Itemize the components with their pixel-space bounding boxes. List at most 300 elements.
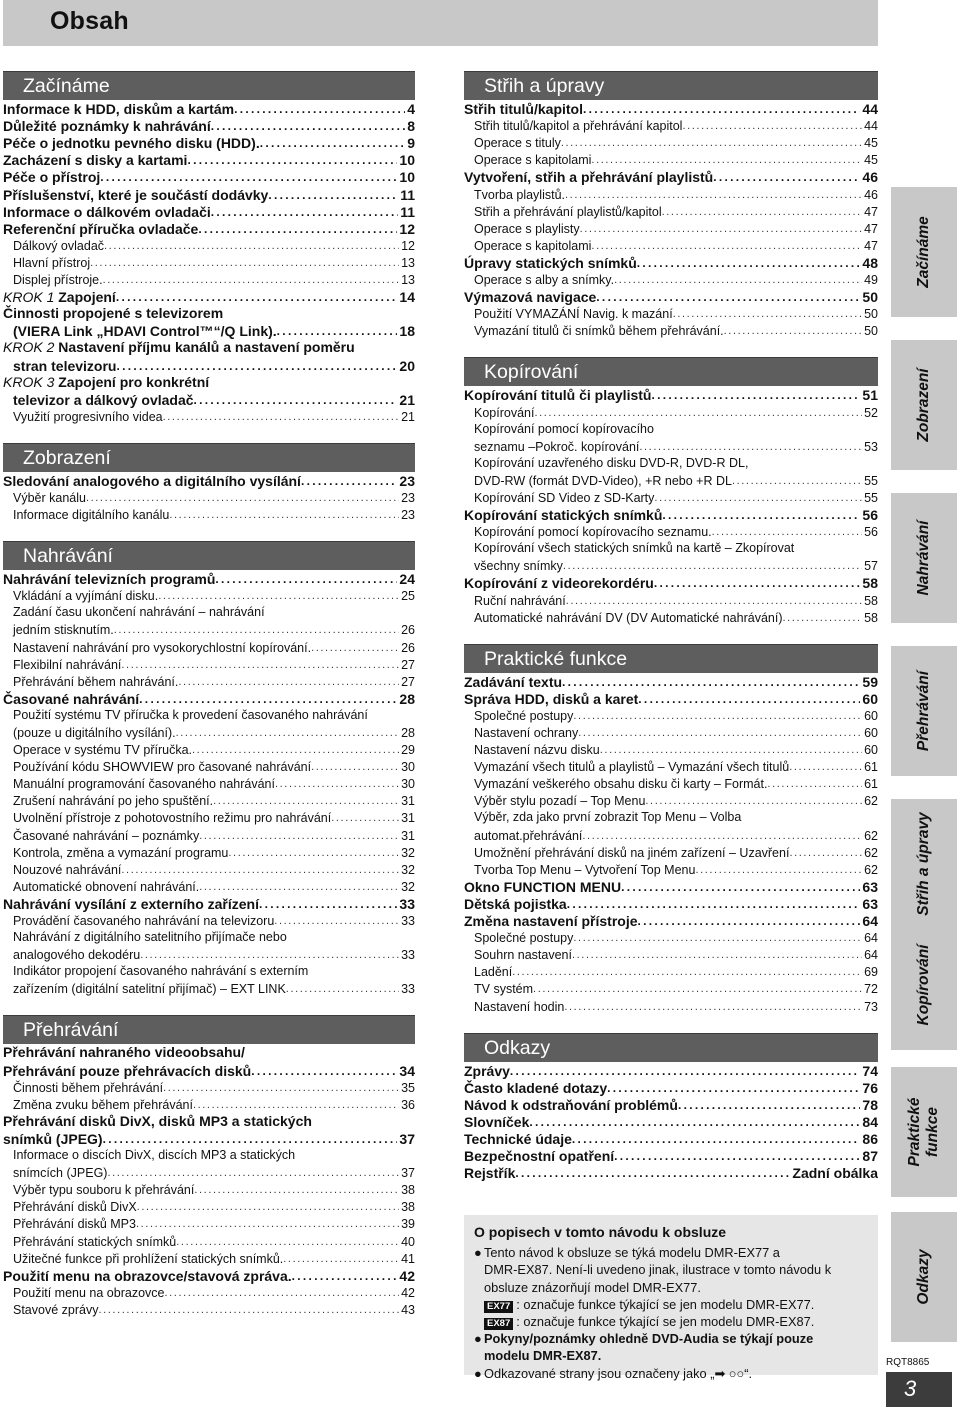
toc-entry — [3, 963, 415, 980]
dot-leader — [591, 238, 862, 254]
toc-page-number: 12 — [399, 220, 415, 237]
toc-page-number: 4 — [407, 101, 415, 118]
toc-entry-title: Operace s tituly — [474, 136, 561, 151]
toc-entry-title: Příslušenství, které je součástí dodávky — [3, 186, 269, 203]
dot-leader — [259, 896, 397, 912]
toc-entry — [464, 557, 878, 574]
toc-entry — [464, 438, 878, 455]
dot-leader — [789, 845, 862, 861]
toc-entry-title: Kopírování statických snímků — [464, 507, 663, 524]
toc-entry-title: Použití systému TV příručka k provedení časovaného nahrávání — [13, 707, 368, 722]
dot-leader — [607, 1080, 860, 1096]
toc-entry — [3, 861, 415, 878]
toc-entry-title: (pouze u digitálního vysílání). — [13, 726, 176, 740]
toc-entry-title: Kopírování uzavřeného disku DVD-R, DVD-R DL, — [474, 455, 749, 470]
toc-entry — [464, 403, 878, 420]
dot-leader — [638, 913, 861, 929]
toc-entry — [464, 1062, 878, 1079]
toc-page-number: 60 — [864, 708, 878, 723]
toc-entry — [3, 305, 415, 322]
toc-entry-title: Péče o přístroj — [3, 169, 101, 186]
toc-entry — [464, 741, 878, 758]
toc-entry — [3, 604, 415, 621]
toc-page-number: 23 — [401, 490, 415, 505]
toc-page-number: 59 — [862, 673, 878, 690]
toc-entry — [464, 844, 878, 861]
toc-entry-title: Změna nastavení přístroje — [464, 913, 638, 930]
dot-leader — [580, 221, 862, 237]
toc-entry-title: Používání kódu SHOWVIEW pro časované nahrávání — [13, 760, 312, 775]
toc-entry — [464, 758, 878, 775]
toc-page-number: 56 — [864, 525, 878, 540]
toc-entry-title: Společné postupy — [474, 708, 574, 723]
toc-entry — [3, 220, 415, 237]
about-text: : označuje funkce týkající se jen modelu DMR-EX77. — [516, 1296, 815, 1312]
toc-page-number: 28 — [399, 690, 415, 707]
dot-leader — [573, 930, 862, 946]
toc-entry-title: Přehrávání disků DivX — [13, 1200, 137, 1215]
dot-leader — [198, 221, 397, 237]
dot-leader — [572, 947, 862, 963]
toc-entry-title: Referenční příručka ovladače — [3, 220, 199, 237]
section-header: Praktické funkce — [464, 644, 878, 673]
toc-entry-title: Umožnění přehrávání disků na jiném zařízení – Uzavření — [474, 845, 790, 860]
toc-page-number: 34 — [399, 1062, 415, 1079]
toc-entry-title: Operace s playlisty — [474, 221, 580, 236]
toc-entry — [3, 741, 415, 758]
toc-page-number: 60 — [864, 743, 878, 758]
toc-page-number: 36 — [401, 1097, 415, 1112]
toc-entry-title: Hlavní přístroj — [13, 255, 91, 270]
toc-entry-title: Ruční nahrávání — [474, 593, 566, 608]
toc-entry — [3, 707, 415, 724]
dot-leader — [274, 913, 399, 929]
dot-leader — [331, 810, 399, 826]
toc-page-number: 49 — [864, 273, 878, 288]
toc-entry — [464, 1096, 878, 1113]
dot-leader — [116, 358, 397, 374]
toc-entry-title: Časované nahrávání — [3, 690, 140, 707]
toc-entry-title: Kopírování titulů či playlistů — [464, 387, 652, 404]
toc-right-column — [464, 71, 878, 1181]
dot-leader — [100, 169, 397, 185]
dot-leader — [194, 392, 398, 408]
toc-entry — [464, 472, 878, 489]
toc-page-number: 29 — [401, 743, 415, 758]
toc-page-number: 32 — [401, 862, 415, 877]
document-code: RQT8865 — [886, 1357, 930, 1368]
dot-leader — [662, 507, 860, 523]
dot-leader — [277, 323, 398, 339]
toc-entry-title: Zprávy — [464, 1062, 510, 1079]
toc-page-number: 9 — [407, 135, 415, 152]
toc-page-number: 10 — [399, 152, 415, 169]
toc-page-number: 42 — [401, 1285, 415, 1300]
toc-entry-title: Displej přístroje. — [13, 273, 103, 288]
dot-leader — [163, 409, 399, 425]
toc-entry-title: Manuální programování časovaného nahrávání — [13, 777, 275, 792]
toc-entry-title: Bezpečnostní opatření — [464, 1148, 615, 1165]
toc-entry — [3, 656, 415, 673]
toc-entry — [464, 1147, 878, 1164]
toc-entry-title: Důležité poznámky k nahrávání — [3, 118, 211, 135]
toc-entry-title: Kopírování pomocí kopírovacího — [474, 421, 654, 436]
toc-entry — [3, 472, 415, 489]
toc-entry — [464, 100, 878, 117]
toc-entry — [3, 1147, 415, 1164]
dot-leader — [234, 101, 405, 117]
dot-leader — [789, 759, 862, 775]
dot-leader — [682, 118, 862, 134]
toc-page-number: 21 — [401, 409, 415, 424]
toc-entry-title: Zapojení — [58, 289, 116, 306]
toc-page-number: 46 — [862, 169, 878, 186]
toc-entry — [464, 1130, 878, 1147]
dot-leader — [782, 610, 862, 626]
toc-entry-title: Zacházení s disky a kartami — [3, 152, 188, 169]
section-header: Zobrazení — [3, 443, 415, 472]
side-tab — [891, 1212, 957, 1342]
toc-entry — [3, 980, 415, 997]
toc-entry — [464, 609, 878, 626]
toc-entry-title: Automatické nahrávání DV (DV Automatické nahrávání) — [474, 610, 783, 625]
toc-entry — [3, 117, 415, 134]
about-text: Pokyny/poznámky ohledně DVD-Audia se týkají pouze — [484, 1331, 814, 1347]
toc-entry-title: zařízením (digitální satelitní přijímač) – EXT LINK — [13, 982, 286, 997]
side-tab-label: Střih a úpravy — [915, 812, 932, 916]
toc-entry — [464, 305, 878, 322]
toc-page-number: 40 — [401, 1234, 415, 1249]
dot-leader — [292, 1268, 398, 1284]
toc-page-number: 37 — [399, 1130, 415, 1147]
dot-leader — [121, 862, 399, 878]
dot-leader — [573, 708, 862, 724]
dot-leader — [286, 981, 399, 997]
toc-entry — [3, 100, 415, 117]
toc-entry — [3, 895, 415, 912]
dot-leader — [192, 742, 399, 758]
toc-entry — [3, 792, 415, 809]
toc-entry — [464, 574, 878, 591]
dot-leader — [639, 439, 862, 455]
toc-entry — [464, 523, 878, 540]
toc-entry-title: Okno FUNCTION MENU — [464, 878, 622, 895]
toc-entry-title: Technické údaje — [464, 1130, 572, 1147]
dot-leader — [510, 1063, 861, 1079]
step-label: KROK 3 — [3, 373, 55, 390]
side-tab-label: Začínáme — [915, 216, 932, 288]
model-badge: EX87 — [484, 1318, 513, 1330]
toc-entry — [3, 621, 415, 638]
toc-entry-title: Vymazání všech titulů a playlistů – Vymazání všech titulů — [474, 760, 790, 775]
toc-entry-title: Užitečné funkce při prohlížení statických snímků. — [13, 1251, 284, 1266]
toc-entry-title: Společné postupy — [474, 931, 574, 946]
toc-entry — [3, 391, 415, 408]
toc-entry-title: všechny snímky — [474, 559, 563, 574]
dot-leader — [103, 1131, 398, 1147]
dot-leader — [103, 272, 399, 288]
dot-leader — [512, 964, 862, 980]
dot-leader — [176, 1234, 399, 1250]
toc-entry-title: Výběr, zda jako první zobrazit Top Menu – Volba — [474, 810, 742, 825]
toc-entry-title: Flexibilní nahrávání — [13, 657, 122, 672]
toc-entry-title: DVD-RW (formát DVD-Video), +R nebo +R DL — [474, 473, 732, 488]
toc-page-number: 45 — [864, 136, 878, 151]
toc-entry-title: Nouzové nahrávání — [13, 862, 122, 877]
toc-entry-title: televizor a dálkový ovladač — [13, 391, 194, 408]
toc-page-number: 62 — [864, 862, 878, 877]
toc-entry — [464, 237, 878, 254]
toc-entry — [3, 587, 415, 604]
dot-leader — [651, 387, 860, 403]
toc-entry — [3, 168, 415, 185]
toc-page-number: 84 — [862, 1113, 878, 1130]
toc-entry — [3, 203, 415, 220]
dot-leader — [614, 1148, 860, 1164]
toc-entry-title: Výmazová navigace — [464, 289, 597, 306]
toc-entry — [464, 386, 878, 403]
toc-entry — [3, 1062, 415, 1079]
dot-leader — [600, 742, 862, 758]
toc-page-number: 26 — [401, 623, 415, 638]
toc-entry-title: Ladění — [474, 965, 513, 980]
toc-entry-title: Přehrávání nahraného videoobsahu/ — [3, 1044, 245, 1061]
dot-leader — [114, 622, 399, 638]
dot-leader — [596, 289, 860, 305]
toc-entry — [3, 1267, 415, 1284]
toc-page-number: 27 — [401, 674, 415, 689]
side-tab-label: Praktické funkce — [906, 1097, 941, 1167]
toc-entry — [464, 203, 878, 220]
toc-page-number: 47 — [864, 238, 878, 253]
toc-entry-title: Přehrávání pouze přehrávacích disků — [3, 1062, 252, 1079]
toc-page-number: 47 — [864, 221, 878, 236]
toc-entry-title: Rejstřík — [464, 1165, 516, 1182]
toc-entry — [3, 826, 415, 843]
toc-entry — [464, 809, 878, 826]
dot-leader — [767, 776, 862, 792]
toc-entry-title: Informace o discích DivX, discích MP3 a statických — [13, 1147, 296, 1162]
dot-leader — [199, 828, 399, 844]
toc-entry-title: Tvorba Top Menu – Vytvoření Top Menu — [474, 862, 696, 877]
dot-leader — [591, 152, 862, 168]
toc-page-number: 11 — [400, 186, 415, 203]
toc-page-number: 60 — [862, 690, 878, 707]
toc-entry-title: Použití VYMAZÁNÍ Navig. k mazání — [474, 307, 673, 322]
toc-entry — [464, 506, 878, 523]
toc-page-number: 33 — [401, 914, 415, 929]
about-text: Tento návod k obsluze se týká modelu DMR-EX77 a — [484, 1245, 780, 1261]
bullet-icon: ● — [474, 1331, 482, 1347]
dot-leader — [713, 169, 860, 185]
toc-entry — [3, 1096, 415, 1113]
toc-entry — [3, 1198, 415, 1215]
toc-page-number: 47 — [864, 204, 878, 219]
toc-entry-title: Slovníček — [464, 1113, 530, 1130]
toc-entry-title: Indikátor propojení časovaného nahrávání s externím — [13, 964, 309, 979]
section-header: Odkazy — [464, 1033, 878, 1062]
toc-page-number: 76 — [862, 1079, 878, 1096]
toc-page-number: 31 — [401, 811, 415, 826]
toc-entry-title: Operace v systému TV příručka. — [13, 743, 192, 758]
dot-leader — [228, 845, 399, 861]
section-header: Nahrávání — [3, 541, 415, 570]
toc-entry — [3, 912, 415, 929]
toc-entry — [3, 1181, 415, 1198]
toc-entry — [464, 912, 878, 929]
toc-page-number: 27 — [401, 657, 415, 672]
toc-entry-title: Dětská pojistka — [464, 895, 567, 912]
toc-page-number: 32 — [401, 879, 415, 894]
toc-entry-title: Výběr kanálu — [13, 490, 86, 505]
bullet-icon: ● — [474, 1245, 482, 1261]
dot-leader — [211, 204, 398, 220]
toc-entry — [464, 929, 878, 946]
toc-entry — [3, 1284, 415, 1301]
toc-page-number: 25 — [401, 589, 415, 604]
toc-entry — [464, 489, 878, 506]
about-text: DMR-EX87. Není-li uvedeno jinak, ilustrace v tomto návodu k — [484, 1262, 832, 1278]
dot-leader — [275, 776, 399, 792]
toc-entry-title: Kontrola, změna a vymazání programu — [13, 845, 229, 860]
toc-entry — [464, 168, 878, 185]
toc-page-number: 48 — [862, 254, 878, 271]
toc-entry — [3, 929, 415, 946]
toc-entry — [3, 844, 415, 861]
toc-entry-title: Operace s alby a snímky. — [474, 273, 615, 288]
dot-leader — [654, 490, 862, 506]
toc-page-number: 33 — [399, 895, 415, 912]
about-text: Odkazované strany jsou označeny jako „➡ ○○“. — [484, 1365, 753, 1381]
toc-entry — [3, 237, 415, 254]
section-header: Kopírování — [464, 357, 878, 386]
toc-entry-title: Střih titulů/kapitol — [464, 101, 583, 118]
toc-page-number: 64 — [862, 913, 878, 930]
toc-entry — [464, 591, 878, 608]
toc-entry — [3, 570, 415, 587]
toc-entry-title: Provádění časovaného nahrávání na televizoru — [13, 914, 275, 929]
toc-page-number: 26 — [401, 640, 415, 655]
toc-entry-title: Přehrávání disků DivX, disků MP3 a statických — [3, 1112, 312, 1129]
toc-entry-title: Vytvoření, střih a přehrávání playlistů — [464, 169, 714, 186]
dot-leader — [565, 187, 862, 203]
dot-leader — [187, 152, 397, 168]
toc-entry — [464, 254, 878, 271]
toc-entry-title: Kopírování z videorekordéru — [464, 575, 654, 592]
toc-entry-title: Stavové zprávy — [13, 1302, 99, 1317]
dot-leader — [695, 862, 862, 878]
toc-entry-title: TV systém — [474, 982, 534, 997]
toc-entry-title: Návod k odstraňování problémů — [464, 1096, 678, 1113]
toc-entry-title: Automatické obnovení nahrávání. — [13, 879, 200, 894]
dot-leader — [193, 1097, 399, 1113]
about-manual-box — [464, 1215, 878, 1381]
toc-entry — [464, 963, 878, 980]
page-number: 3 — [904, 1376, 917, 1401]
toc-entry-title: Informace digitálního kanálu — [13, 508, 170, 523]
toc-page-number: 30 — [401, 760, 415, 775]
dot-leader — [107, 1165, 399, 1181]
toc-entry-title: Zapojení pro konkrétní — [58, 373, 210, 390]
toc-entry — [3, 638, 415, 655]
toc-page-number: 56 — [862, 507, 878, 524]
toc-page-number: 12 — [401, 238, 415, 253]
dot-leader — [515, 1165, 790, 1181]
toc-entry-title: Operace s kapitolami — [474, 238, 592, 253]
bullet-icon: ● — [474, 1365, 482, 1381]
side-tab — [891, 646, 957, 776]
toc-entry-title: Zadávání textu — [464, 673, 563, 690]
toc-page-number: 13 — [401, 255, 415, 270]
toc-entry-title: Změna zvuku během přehrávání — [13, 1097, 193, 1112]
toc-entry — [464, 421, 878, 438]
toc-page-number: 50 — [864, 307, 878, 322]
side-tab — [891, 187, 957, 317]
toc-entry — [464, 455, 878, 472]
dot-leader — [578, 725, 862, 741]
toc-entry-title: Často kladené dotazy — [464, 1079, 608, 1096]
dot-leader — [178, 674, 399, 690]
toc-entry-title: Sledování analogového a digitálního vysílání — [3, 472, 301, 489]
toc-left-column — [3, 71, 415, 1318]
side-tab-label: Kopírování — [915, 944, 932, 1026]
toc-entry — [464, 322, 878, 339]
toc-page-number: 73 — [864, 999, 878, 1014]
dot-leader — [215, 571, 397, 587]
toc-page-number: 46 — [864, 187, 878, 202]
dot-leader — [673, 306, 862, 322]
toc-entry-title: Kopírování SD Video z SD-Karty — [474, 490, 655, 505]
toc-entry-title: Informace o dálkovém ovladači — [3, 203, 211, 220]
toc-entry-title: Střih titulů/kapitol a přehrávání kapitol — [474, 119, 683, 134]
section-header: Přehrávání — [3, 1015, 415, 1044]
toc-page-number: 13 — [401, 273, 415, 288]
toc-entry — [3, 878, 415, 895]
toc-entry — [464, 134, 878, 151]
side-tab — [891, 920, 957, 1050]
toc-page-number: 44 — [862, 101, 878, 118]
section-header: Začínáme — [3, 71, 415, 100]
dot-leader — [678, 1097, 860, 1113]
dot-leader — [583, 101, 860, 117]
toc-page-number: 69 — [864, 965, 878, 980]
toc-entry-title: Správa HDD, disků a karet — [464, 690, 639, 707]
dot-leader — [638, 691, 860, 707]
dot-leader — [199, 879, 399, 895]
toc-entry-title: Výběr typu souboru k přehrávání — [13, 1183, 195, 1198]
side-tab — [891, 493, 957, 623]
dot-leader — [614, 272, 862, 288]
dot-leader — [139, 691, 397, 707]
dot-leader — [561, 135, 862, 151]
toc-entry-title: Kopírování — [474, 405, 535, 420]
toc-entry-title: Informace k HDD, diskům a kartám — [3, 101, 235, 118]
toc-entry — [464, 861, 878, 878]
dot-leader — [732, 473, 862, 489]
toc-entry-title: Operace s kapitolami — [474, 153, 592, 168]
toc-entry — [3, 946, 415, 963]
side-tab — [891, 1067, 957, 1197]
dot-leader — [251, 1063, 397, 1079]
toc-page-number: 58 — [864, 593, 878, 608]
dot-leader — [311, 640, 399, 656]
toc-entry-title: Dálkový ovladač — [13, 238, 105, 253]
dot-leader — [662, 204, 862, 220]
toc-entry — [3, 506, 415, 523]
toc-entry — [464, 724, 878, 741]
toc-entry — [464, 690, 878, 707]
toc-entry-title: snímcích (JPEG) — [13, 1166, 108, 1181]
